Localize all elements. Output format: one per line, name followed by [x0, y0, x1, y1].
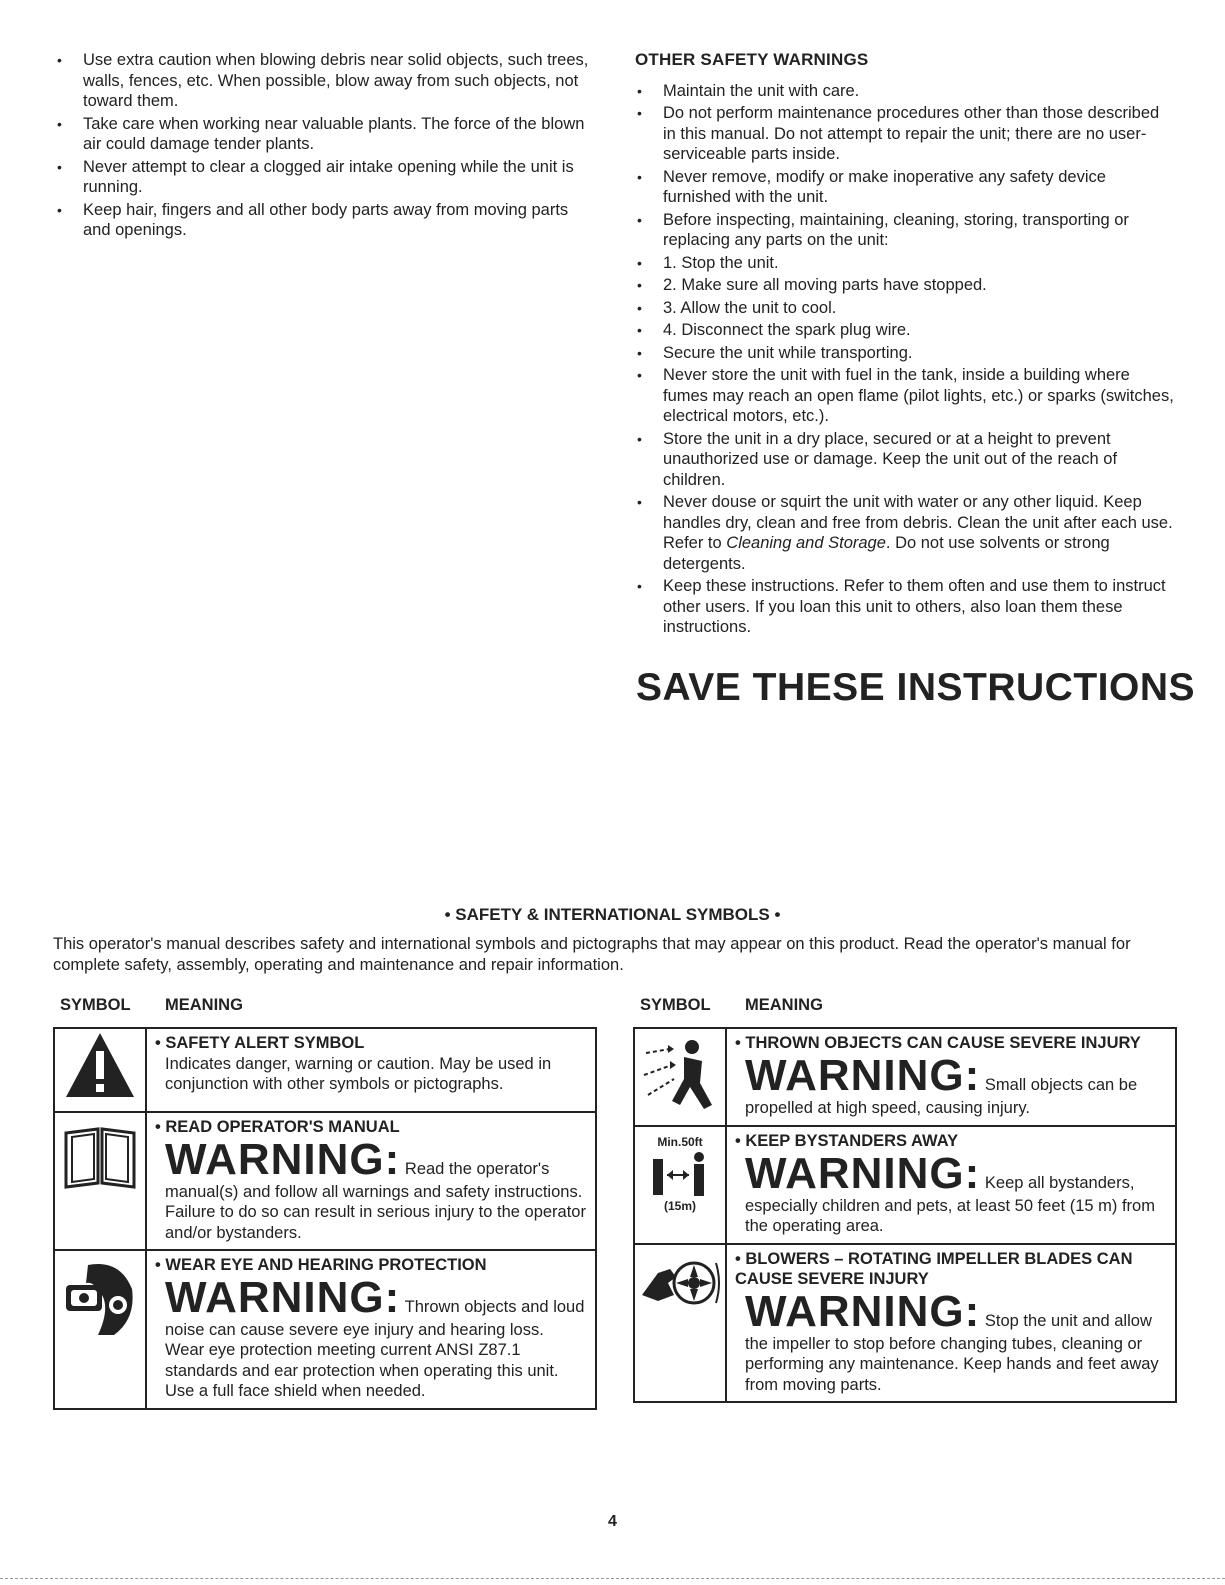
distance-metric-label: (15m) — [663, 1199, 696, 1213]
warning-label: WARNING: — [745, 1050, 981, 1100]
distance-label: Min.50ft — [657, 1135, 703, 1149]
meaning-cell — [726, 1028, 1176, 1126]
thrown-objects-icon — [640, 1035, 720, 1119]
symbol-row — [54, 1250, 596, 1409]
page-bottom-rule — [0, 1578, 1225, 1579]
symbol-title: • THROWN OBJECTS CAN CAUSE SEVERE INJURY — [735, 1033, 1167, 1054]
save-instructions-title: SAVE THESE INSTRUCTIONS — [636, 666, 1196, 709]
symbol-title: • KEEP BYSTANDERS AWAY — [735, 1131, 1167, 1152]
symbol-row — [54, 1112, 596, 1250]
other-bullet-text: Never douse or squirt the unit with water or any other liquid. Keep handles dry, clean and free from debris. Clean the unit after each use. Refer to — [663, 493, 1173, 552]
symbol-column-header: SYMBOL — [60, 996, 131, 1014]
meaning-cell — [146, 1112, 596, 1250]
symbols-table-left — [53, 1027, 597, 1410]
symbol-description: Small objects can be propelled at high speed, causing injury. — [745, 1075, 1138, 1117]
warning-label: WARNING: — [745, 1286, 981, 1336]
impeller-blades-icon — [638, 1255, 722, 1311]
other-bullet-list — [635, 81, 1175, 638]
section-heading: OTHER SAFETY WARNINGS — [635, 50, 869, 69]
symbol-description: Indicates danger, warning or caution. May be used in conjunction with other symbols or pictographs. — [165, 1054, 552, 1093]
symbol-description: Stop the unit and allow the impeller to stop before changing tubes, cleaning or performing any maintenance. Keep hands and feet away from moving parts. — [745, 1311, 1159, 1394]
warning-block — [155, 1134, 587, 1244]
warning-block — [155, 1272, 587, 1402]
symbols-table-right — [633, 1027, 1177, 1403]
symbol-title: • SAFETY ALERT SYMBOL — [155, 1033, 587, 1054]
symbols-section-title: • SAFETY & INTERNATIONAL SYMBOLS • — [444, 905, 781, 924]
warning-block — [735, 1148, 1167, 1237]
symbol-cell — [634, 1244, 726, 1403]
meaning-column-header: MEANING — [745, 996, 823, 1014]
other-safety-warnings — [635, 50, 1175, 640]
symbol-row — [634, 1126, 1176, 1244]
step-item: • 3. Allow the unit to cool. — [635, 298, 1175, 319]
warning-label: WARNING: — [165, 1272, 401, 1322]
other-bullet — [635, 492, 1175, 574]
other-bullet — [635, 210, 1175, 341]
symbol-cell — [54, 1028, 146, 1112]
meaning-cell — [726, 1244, 1176, 1403]
eye-ear-protection-icon — [58, 1259, 142, 1339]
other-bullet: • Do not perform maintenance procedures other than those described in this manual. Do not attempt to repair the unit; there are no user-serviceable parts inside. — [635, 103, 1175, 165]
symbols-intro: This operator's manual describes safety and international symbols and pictographs that may appear on this product. Read the operator's manual for complete safety, assembly, operating and maintenance and repair information. — [53, 935, 1131, 974]
warning-label: WARNING: — [165, 1134, 401, 1184]
step-item: • 2. Make sure all moving parts have stopped. — [635, 275, 1175, 296]
left-bullet: • Keep hair, fingers and all other body parts away from moving parts and openings. — [55, 200, 590, 241]
other-bullet: • Never store the unit with fuel in the tank, inside a building where fumes may reach an open flame (pilot lights, etc.) or sparks (switches, electrical motors, etc.). — [635, 365, 1175, 427]
other-bullet: • Secure the unit while transporting. — [635, 343, 1175, 364]
meaning-cell — [146, 1250, 596, 1409]
warning-block — [735, 1286, 1167, 1396]
left-bullet: • Never attempt to clear a clogged air intake opening while the unit is running. — [55, 157, 590, 198]
other-bullet: • Keep these instructions. Refer to them often and use them to instruct other users. If you loan this unit to others, also loan them these instructions. — [635, 576, 1175, 638]
symbol-cell — [634, 1028, 726, 1126]
symbol-cell — [634, 1126, 726, 1244]
warning-label: WARNING: — [745, 1148, 981, 1198]
warning-block — [735, 1050, 1167, 1119]
other-bullet-text: Before inspecting, maintaining, cleaning, storing, transporting or replacing any parts on the unit: — [663, 210, 1129, 249]
left-bullet: • Use extra caution when blowing debris near solid objects, such trees, walls, fences, etc. When possible, blow away from such objects, not toward them. — [55, 50, 590, 112]
cross-reference: Cleaning and Storage — [726, 534, 886, 552]
meaning-cell — [146, 1028, 596, 1112]
meaning-column-header: MEANING — [165, 996, 243, 1014]
safety-alert-icon — [62, 1029, 138, 1101]
symbol-title: • WEAR EYE AND HEARING PROTECTION — [155, 1255, 587, 1276]
other-bullet-text: . Do not use solvents or strong detergents. — [663, 534, 1110, 573]
symbol-column-header: SYMBOL — [640, 996, 711, 1014]
other-bullet: • Never remove, modify or make inoperative any safety device furnished with the unit. — [635, 167, 1175, 208]
symbol-description: Thrown objects and loud noise can cause severe eye injury and hearing loss. Wear eye protection meeting current ANSI Z87.1 standards and ear protection when operating this unit. Use a full face shield when needed. — [165, 1297, 585, 1400]
other-bullet: • Store the unit in a dry place, secured or at a height to prevent unauthorized use or damage. Keep the unit out of the reach of children. — [635, 429, 1175, 491]
bystanders-icon — [645, 1149, 715, 1199]
meaning-cell — [726, 1126, 1176, 1244]
symbol-title: • READ OPERATOR'S MANUAL — [155, 1117, 587, 1138]
symbol-row — [634, 1028, 1176, 1126]
other-bullet: • Maintain the unit with care. — [635, 81, 1175, 102]
symbol-row — [54, 1028, 596, 1112]
left-bullet-list — [55, 50, 590, 241]
symbol-title: • BLOWERS – ROTATING IMPELLER BLADES CAN CAUSE SEVERE INJURY — [735, 1249, 1167, 1290]
manual-book-icon — [60, 1121, 140, 1191]
page-number: 4 — [608, 1513, 617, 1530]
symbol-row — [634, 1244, 1176, 1403]
symbol-description: Keep all bystanders, especially children and pets, at least 50 feet (15 m) from the operating area. — [745, 1173, 1155, 1235]
symbol-description: Read the operator's manual(s) and follow all warnings and safety instructions. Failure to do so can result in serious injury to the operator and/or bystanders. — [165, 1159, 586, 1242]
symbol-cell — [54, 1112, 146, 1250]
steps-list — [635, 253, 1175, 341]
left-column — [55, 50, 590, 243]
symbol-cell — [54, 1250, 146, 1409]
left-bullet: • Take care when working near valuable plants. The force of the blown air could damage tender plants. — [55, 114, 590, 155]
step-item: • 1. Stop the unit. — [635, 253, 1175, 274]
step-item: • 4. Disconnect the spark plug wire. — [635, 320, 1175, 341]
